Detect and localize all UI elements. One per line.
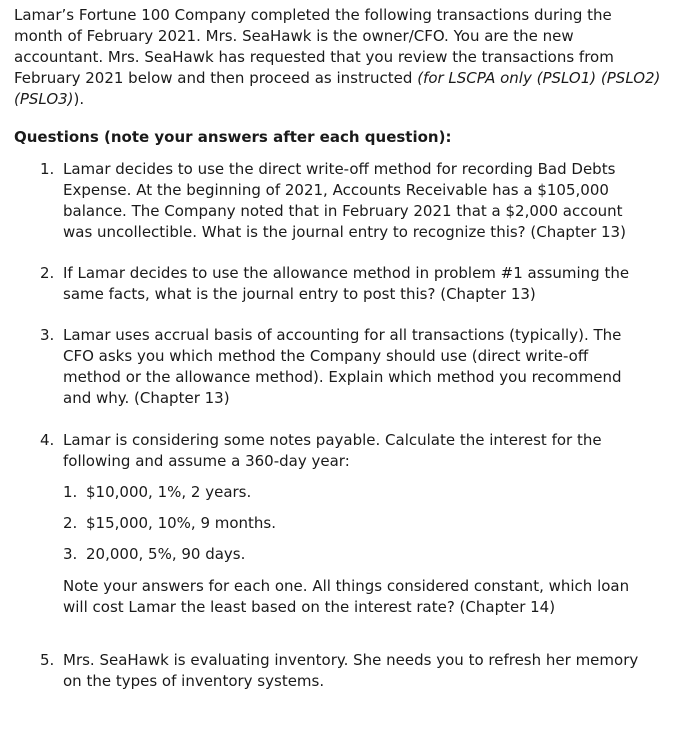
question-number: 5. bbox=[40, 651, 55, 669]
intro-text: Lamar’s Fortune 100 Company completed the following transactions during the month of February 2021. Mrs. SeaHawk is the owner/CFO. You are the new accountant. Mrs. SeaHawk has requested that you review the transactions from February 2021 below and then proceed as instructed bbox=[14, 6, 614, 87]
question-text: If Lamar decides to use the allowance method in problem #1 assuming the same facts, what is the journal entry to post this? (Chapter 13) bbox=[63, 264, 630, 303]
subitem-text: $15,000, 10%, 9 months. bbox=[86, 514, 277, 532]
question-text: Lamar is considering some notes payable. Calculate the interest for the following and assume a 360-day year: bbox=[63, 431, 602, 470]
question-number: 1. bbox=[40, 160, 55, 178]
subitem-number: 3. bbox=[63, 545, 78, 563]
intro-tail: ). bbox=[73, 90, 85, 108]
question-4-subitem-1 bbox=[63, 482, 653, 503]
question-text: Mrs. SeaHawk is evaluating inventory. She needs you to refresh her memory on the types of inventory systems. bbox=[63, 651, 639, 690]
question-number: 3. bbox=[40, 326, 55, 344]
question-1 bbox=[40, 159, 650, 243]
question-text: Lamar uses accrual basis of accounting for all transactions (typically). The CFO asks you which method the Company should use (direct write-off method or the allowance method). Explain which method you recommend and why. (Chapter 13) bbox=[63, 326, 622, 407]
question-5 bbox=[40, 650, 650, 692]
question-4 bbox=[40, 430, 650, 472]
intro-paragraph bbox=[14, 5, 664, 110]
note-text: Note your answers for each one. All things considered constant, which loan will cost Lamar the least based on the interest rate? (Chapter 14) bbox=[63, 577, 630, 616]
question-4-subitem-3 bbox=[63, 544, 653, 565]
subitem-text: 20,000, 5%, 90 days. bbox=[86, 545, 246, 563]
question-4-subitem-2 bbox=[63, 513, 653, 534]
question-2 bbox=[40, 263, 650, 305]
questions-heading: Questions (note your answers after each question): bbox=[14, 128, 452, 146]
question-4-note bbox=[63, 576, 653, 618]
subitem-number: 2. bbox=[63, 514, 78, 532]
subitem-text: $10,000, 1%, 2 years. bbox=[86, 483, 252, 501]
question-number: 2. bbox=[40, 264, 55, 282]
question-3 bbox=[40, 325, 650, 409]
question-number: 4. bbox=[40, 431, 55, 449]
intro-italic-note: (for LSCPA only (PSLO1) (PSLO2) (PSLO3) bbox=[14, 69, 661, 108]
subitem-number: 1. bbox=[63, 483, 78, 501]
question-text: Lamar decides to use the direct write-off method for recording Bad Debts Expense. At the beginning of 2021, Accounts Receivable has a $105,000 balance. The Company noted that in February 2021 that a $2,000 account was uncollectible. What is the journal entry to recognize this? (Chapter 13) bbox=[63, 160, 626, 241]
